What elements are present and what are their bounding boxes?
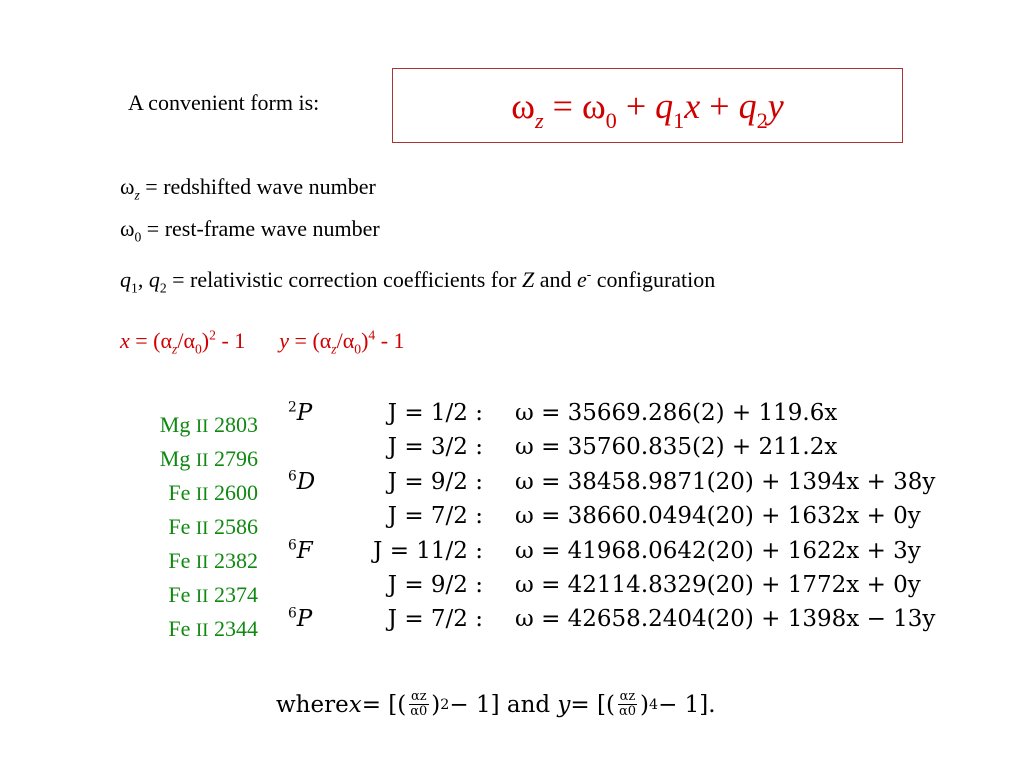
table-row	[288, 602, 988, 636]
fraction: $\frac{\alpha z}{\alpha 0}$	[410, 689, 428, 719]
j-value: J = 11/2 :	[373, 537, 483, 564]
table-row	[288, 465, 988, 499]
omega-expression: ω = 42114.8329(20) + 1772x + 0y	[515, 571, 921, 598]
omega-expression: ω = 42658.2404(20) + 1398x − 13y	[515, 606, 936, 633]
list-item: Fe II 2586	[168, 514, 258, 539]
omega-expression: ω = 35760.835(2) + 211.2x	[515, 434, 838, 461]
term-symbol: $^6$D	[288, 468, 316, 495]
definition-omega-z: $\omega_z$ = redshifted wave number	[120, 174, 376, 203]
j-value: J = 7/2 :	[387, 606, 483, 633]
omega-expression: ω = 41968.0642(20) + 1622x + 3y	[515, 537, 921, 564]
j-value: J = 3/2 :	[387, 434, 483, 461]
table-row	[288, 430, 988, 464]
list-item: Mg II 2796	[159, 446, 258, 471]
wavenumber-table	[288, 396, 988, 637]
table-row	[288, 568, 988, 602]
j-value: J = 1/2 :	[387, 400, 483, 426]
omega-expression: ω = 38458.9871(20) + 1394x + 38y	[515, 468, 936, 495]
j-value: J = 9/2 :	[387, 468, 483, 495]
intro-text: A convenient form is:	[128, 90, 320, 115]
term-symbol: $^6$P	[288, 605, 313, 633]
table-row	[288, 499, 988, 533]
definition-omega-0: $\omega_0$ = rest-frame wave number	[120, 216, 380, 245]
list-item: Fe II 2344	[168, 616, 258, 641]
xy-definitions: $x = (\alpha_z/\alpha_0)^2 - 1$ $y = (\alpha_z/\alpha_0)^4 - 1$	[120, 327, 405, 357]
omega-expression: ω = 35669.286(2) + 119.6x	[515, 400, 838, 426]
where-clause: where x = [( $\frac{\alpha z}{\alpha 0}$ ) 2 − 1] and y = [( $\frac{\alpha z}{\alpha 0}$ ) 4 − 1].	[276, 689, 716, 719]
definition-q-coefficients: $q_1$, $q_2$ = relativistic correction coefficients for Z and e- configuration	[120, 266, 716, 296]
j-value: J = 7/2 :	[387, 503, 483, 530]
table-row	[288, 534, 988, 568]
j-value: J = 9/2 :	[387, 571, 483, 598]
list-item: Fe II 2600	[168, 480, 258, 505]
fraction: $\frac{\alpha z}{\alpha 0}$	[618, 689, 637, 719]
term-symbol: $^2$P	[288, 399, 313, 426]
formula: $\omega_z = \omega_0 + q_1x + q_2y$	[511, 85, 784, 133]
transition-lines-list	[100, 408, 258, 646]
list-item: Fe II 2382	[168, 548, 258, 573]
list-item: Mg II 2803	[159, 412, 258, 437]
omega-expression: ω = 38660.0494(20) + 1632x + 0y	[515, 503, 921, 530]
main-formula-box	[392, 68, 903, 143]
table-row	[288, 396, 988, 430]
term-symbol: $^6$F	[288, 536, 313, 564]
list-item: Fe II 2374	[168, 582, 258, 607]
